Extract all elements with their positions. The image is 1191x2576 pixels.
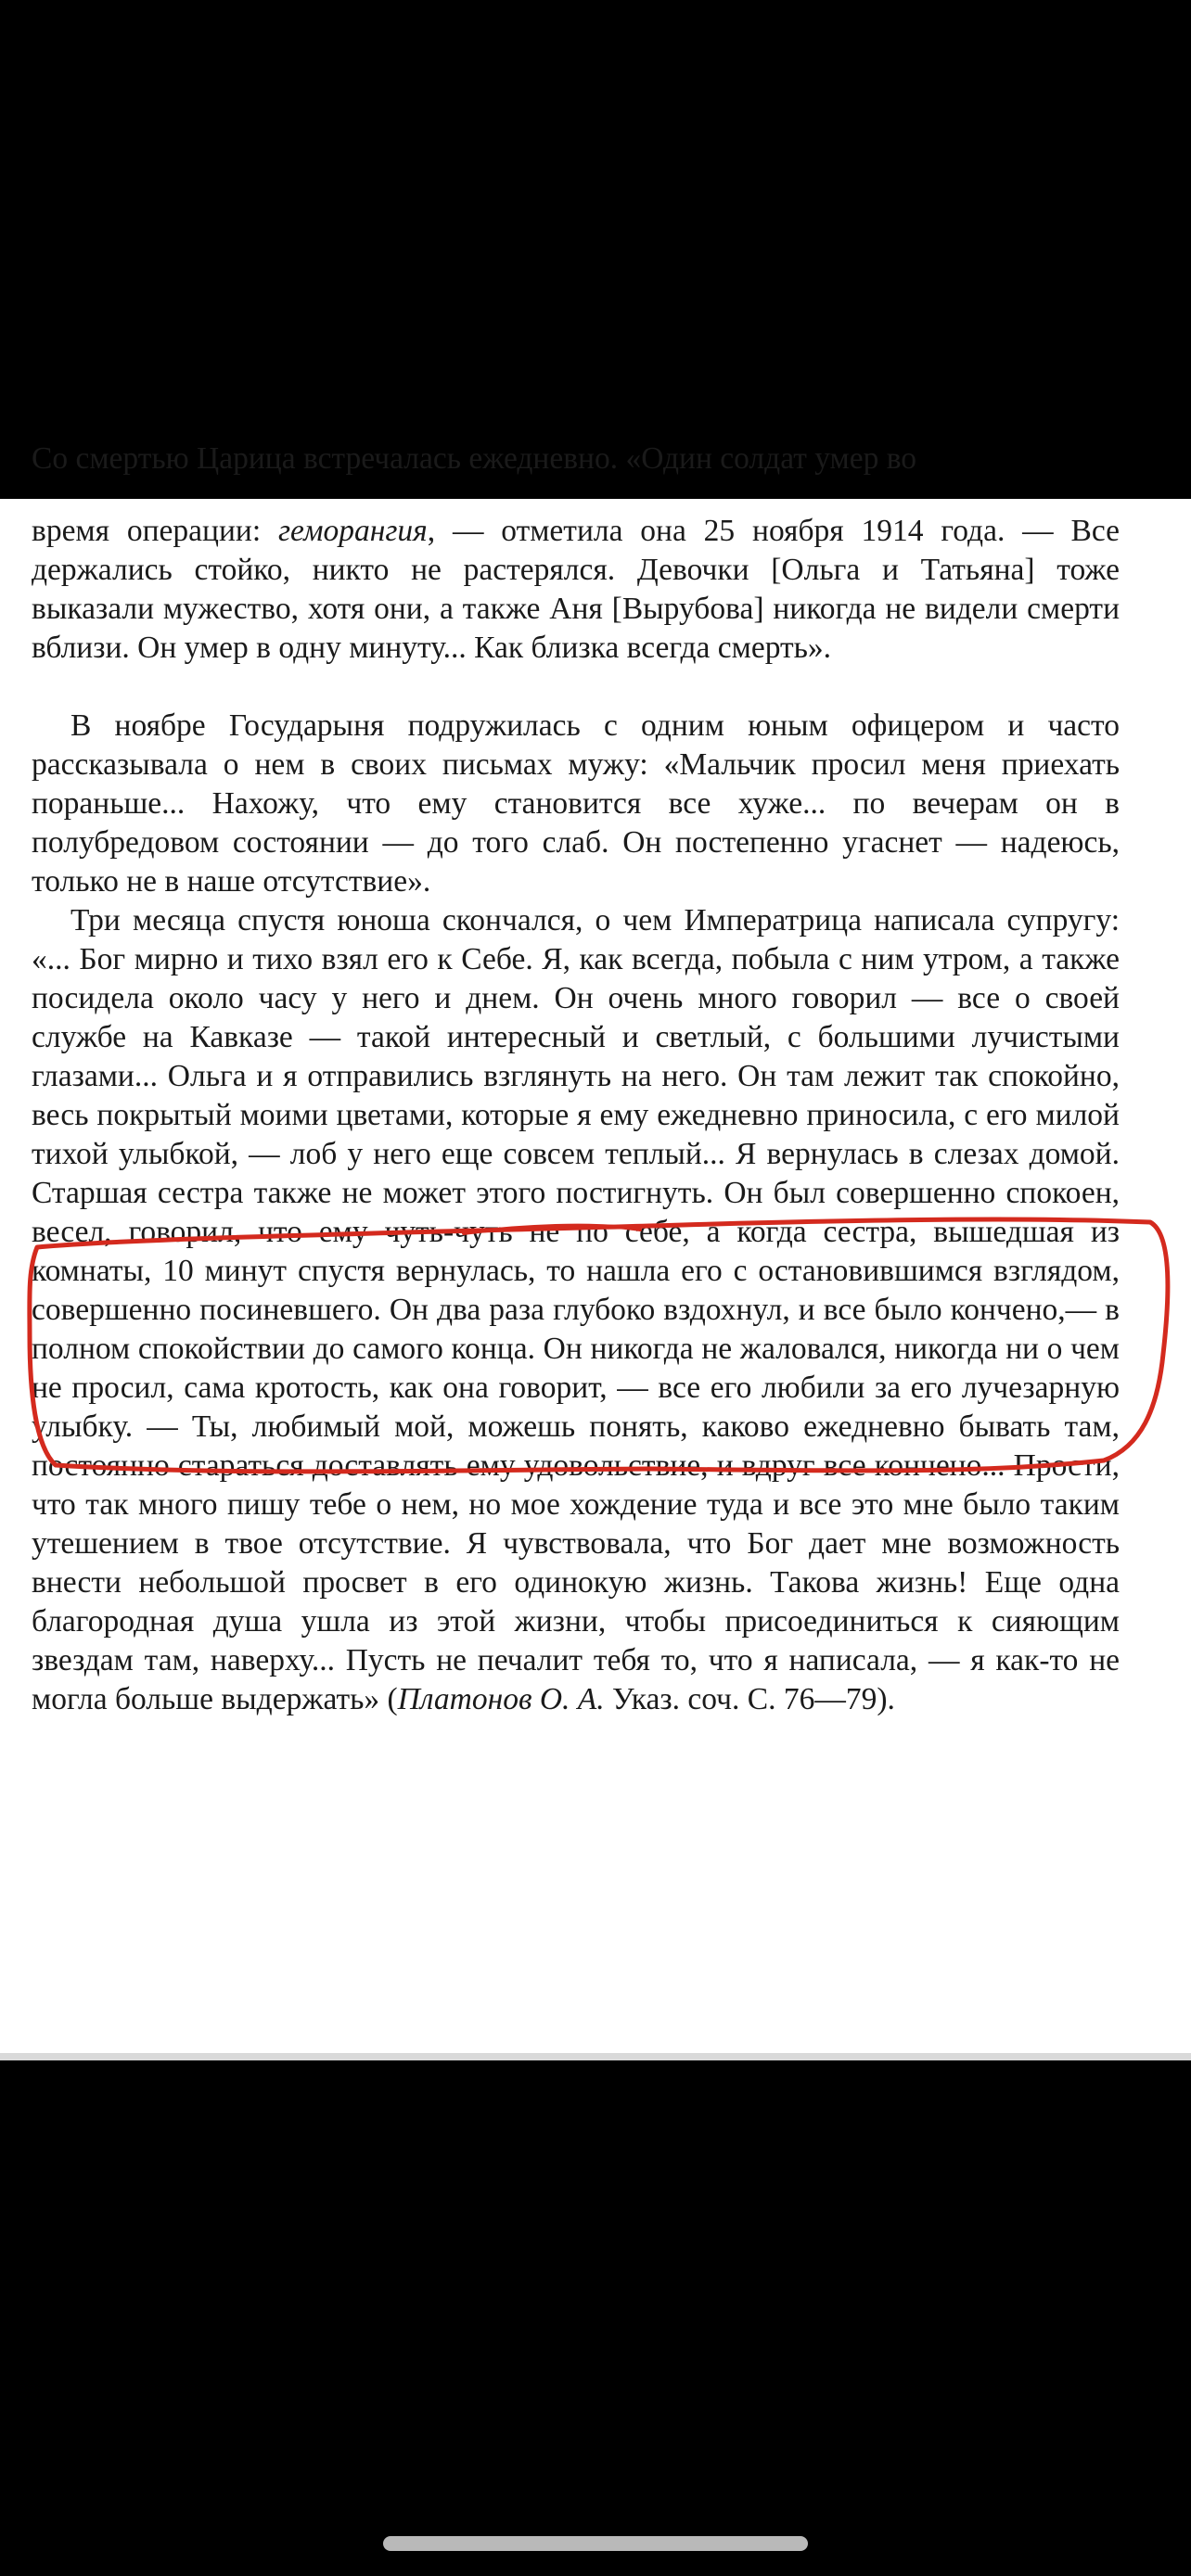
paragraph-2: В ноябре Государыня подружилась с одним юным офицером и часто рассказывала о нем в своих письмах мужу: «Мальчик просил меня приехать пораньше... Нахожу, что ему становится все хуже... по вечерам он в полубредовом состоянии — до того слаб. Он постепенно угаснет — надеюсь, только не в наше отсутствие». <box>32 708 1120 899</box>
citation-source: Указ. соч. С. 76—79). <box>604 1682 895 1716</box>
paragraph-3 <box>32 901 1120 1719</box>
paragraph-1-rest: , — отметила она 25 ноября 1914 года. — Все держались стойко, никто не растерялся. Девочки [Ольга и Татьяна] тоже выказали мужество, хотя они, а также Аня [Вырубова] никогда не видели смерти вблизи. Он умер в одну минуту... Как близка всегда смерть». <box>32 514 1120 665</box>
paragraph-1 <box>32 512 1120 668</box>
paragraph-1-italic-term: геморангия <box>277 514 428 548</box>
page-bottom-edge <box>0 2053 1191 2060</box>
paragraph-3-text: Три месяца спустя юноша скончался, о чем Императрица написала супругу: «... Бог мирно и тихо взял его к Себе. Я, как всегда, побыла с ним утром, а также посидела около часу у него и днем. Он очень много говорил — все о своей службе на Кавказе — такой интересный и светлый, с большими лучистыми глазами... Ольга и я отправились взглянуть на него. Он там лежит так спокойно, весь покрытый моими цветами, которые я ему ежедневно приносила, с его милой тихой улыбкой, — лоб у него еще совсем теплый... Я вернулась в слезах домой. Старшая сестра также не может этого постигнуть. Он был совершенно спокоен, весел, говорил, что ему чуть-чуть не по себе, а когда сестра, вышедшая из комнаты, 10 минут спустя вернулась, то нашла его с остановившимся взглядом, совершенно посиневшего. Он два раза глубоко вздохнул, и все было кончено,— в полном спокойствии до самого конца. Он никогда не жаловался, никогда ни о чем не просил, сама кротость, как она говорит, — все его любили за его лучезарную улыбку. — Ты, любимый мой, можешь понять, каково ежедневно бывать там, постоянно стараться доставлять ему удовольствие, и вдруг все кончено... Прости, что так много пишу тебе о нем, но мое хождение туда и все это мне было таким утешением в твое отсутствие. Я чувствовала, что Бог дает мне возможность внести небольшой просвет в его одинокую жизнь. Такова жизнь! Еще одна благородная душа ушла из этой жизни, чтобы присоединиться к сияющим звездам там, наверху... Пусть не печалит тебя то, что я написала, — я как-то не могла больше выдержать» ( <box>32 903 1120 1716</box>
page-text <box>32 512 1120 1719</box>
paragraph-1-start: время операции: <box>32 514 278 548</box>
top-black-bar <box>0 0 1191 499</box>
bottom-black-bar <box>0 2060 1191 2576</box>
citation-author: Платонов О. А. <box>397 1682 605 1716</box>
cut-off-text-line <box>32 441 1120 499</box>
paragraph-gap <box>32 668 1120 707</box>
home-indicator[interactable] <box>383 2536 808 2551</box>
book-page <box>0 441 1191 2053</box>
cut-off-text: Со смертью Царица встречалась ежедневно. «Один солдат умер во <box>32 441 917 476</box>
